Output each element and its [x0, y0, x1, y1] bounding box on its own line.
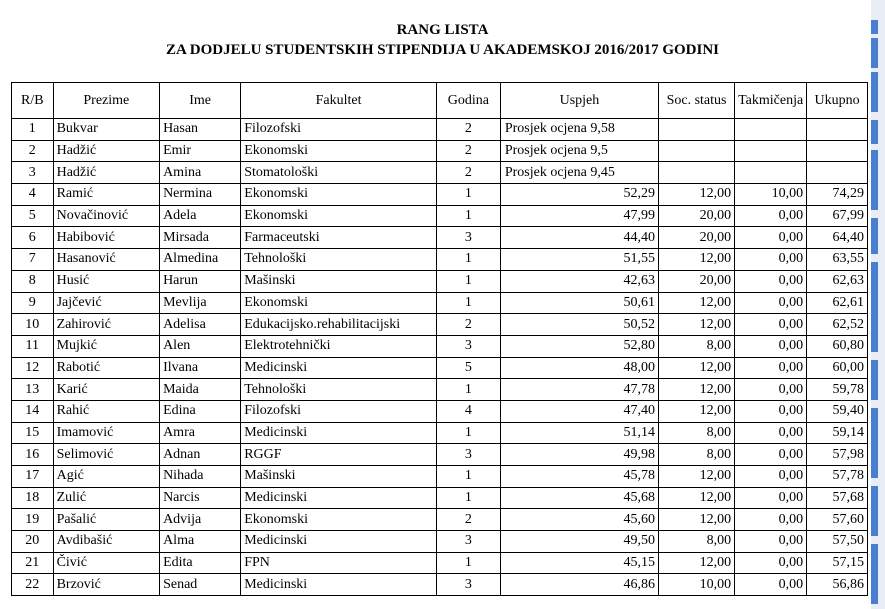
cell-prezime: Jajčević: [53, 292, 159, 314]
cell-ukupno: 63,55: [807, 249, 868, 271]
cell-soc-status: 12,00: [659, 552, 735, 574]
cell-ime: Amina: [160, 162, 241, 184]
cell-fakultet: Ekonomski: [241, 184, 437, 206]
col-header-ime: Ime: [160, 83, 241, 119]
cell-godina: 1: [436, 184, 500, 206]
cell-ukupno: 74,29: [807, 184, 868, 206]
cell-soc-status: 10,00: [659, 574, 735, 596]
cell-godina: 5: [436, 357, 500, 379]
cell-rb: 12: [12, 357, 54, 379]
cell-ime: Mirsada: [160, 227, 241, 249]
cell-ukupno: 64,40: [807, 227, 868, 249]
cell-soc-status: 12,00: [659, 314, 735, 336]
cell-uspjeh: 47,99: [500, 205, 658, 227]
cell-ukupno: 62,63: [807, 270, 868, 292]
cell-prezime: Brzović: [53, 574, 159, 596]
col-header-soc-status: Soc. status: [659, 83, 735, 119]
cell-uspjeh: 46,86: [500, 574, 658, 596]
cell-rb: 7: [12, 249, 54, 271]
cell-soc-status: 12,00: [659, 509, 735, 531]
cell-uspjeh: Prosjek ocjena 9,45: [500, 162, 658, 184]
cell-soc-status: 12,00: [659, 400, 735, 422]
scroll-mark: [871, 72, 878, 112]
cell-rb: 19: [12, 509, 54, 531]
cell-prezime: Ramić: [53, 184, 159, 206]
cell-ime: Edina: [160, 400, 241, 422]
cell-fakultet: FPN: [241, 552, 437, 574]
cell-prezime: Čivić: [53, 552, 159, 574]
table-row: [12, 357, 868, 379]
cell-ukupno: 57,60: [807, 509, 868, 531]
table-row: [12, 552, 868, 574]
cell-prezime: Hadžić: [53, 140, 159, 162]
cell-takmicenja: 0,00: [735, 335, 807, 357]
cell-ukupno: 60,80: [807, 335, 868, 357]
cell-ime: Senad: [160, 574, 241, 596]
cell-fakultet: Ekonomski: [241, 205, 437, 227]
cell-fakultet: Medicinski: [241, 487, 437, 509]
cell-fakultet: Stomatološki: [241, 162, 437, 184]
cell-fakultet: Tehnološki: [241, 379, 437, 401]
cell-fakultet: Elektrotehnički: [241, 335, 437, 357]
cell-godina: 1: [436, 422, 500, 444]
cell-ime: Emir: [160, 140, 241, 162]
cell-ukupno: [807, 140, 868, 162]
cell-godina: 3: [436, 444, 500, 466]
document-title: [0, 20, 885, 60]
cell-godina: 1: [436, 205, 500, 227]
cell-rb: 2: [12, 140, 54, 162]
table-row: [12, 162, 868, 184]
cell-prezime: Habibović: [53, 227, 159, 249]
cell-takmicenja: 0,00: [735, 292, 807, 314]
cell-godina: 1: [436, 292, 500, 314]
cell-rb: 4: [12, 184, 54, 206]
cell-ukupno: 57,50: [807, 531, 868, 553]
cell-rb: 14: [12, 400, 54, 422]
cell-rb: 5: [12, 205, 54, 227]
cell-takmicenja: 0,00: [735, 509, 807, 531]
cell-takmicenja: 0,00: [735, 531, 807, 553]
cell-prezime: Rahić: [53, 400, 159, 422]
cell-prezime: Husić: [53, 270, 159, 292]
cell-takmicenja: 0,00: [735, 574, 807, 596]
scroll-mark: [871, 544, 878, 604]
cell-fakultet: Filozofski: [241, 400, 437, 422]
cell-prezime: Zulić: [53, 487, 159, 509]
cell-rb: 18: [12, 487, 54, 509]
cell-ime: Nermina: [160, 184, 241, 206]
cell-uspjeh: 47,40: [500, 400, 658, 422]
cell-rb: 11: [12, 335, 54, 357]
table-row: [12, 205, 868, 227]
col-header-godina: Godina: [436, 83, 500, 119]
scroll-mark: [871, 38, 878, 68]
cell-soc-status: [659, 162, 735, 184]
cell-uspjeh: 49,50: [500, 531, 658, 553]
scroll-mark: [871, 408, 878, 478]
cell-ime: Narcis: [160, 487, 241, 509]
cell-takmicenja: 0,00: [735, 379, 807, 401]
cell-ime: Adelisa: [160, 314, 241, 336]
cell-godina: 1: [436, 379, 500, 401]
cell-ime: Mevlija: [160, 292, 241, 314]
cell-rb: 8: [12, 270, 54, 292]
cell-godina: 2: [436, 314, 500, 336]
cell-rb: 15: [12, 422, 54, 444]
cell-prezime: Avdibašić: [53, 531, 159, 553]
cell-ukupno: 60,00: [807, 357, 868, 379]
cell-fakultet: Medicinski: [241, 574, 437, 596]
cell-fakultet: Ekonomski: [241, 292, 437, 314]
cell-soc-status: 12,00: [659, 379, 735, 401]
cell-prezime: Imamović: [53, 422, 159, 444]
cell-rb: 20: [12, 531, 54, 553]
cell-soc-status: 12,00: [659, 357, 735, 379]
table-row: [12, 466, 868, 488]
cell-fakultet: Mašinski: [241, 270, 437, 292]
col-header-fakultet: Fakultet: [241, 83, 437, 119]
cell-prezime: Hasanović: [53, 249, 159, 271]
cell-uspjeh: 47,78: [500, 379, 658, 401]
table-row: [12, 140, 868, 162]
right-scroll-strip[interactable]: [871, 0, 885, 609]
cell-ime: Edita: [160, 552, 241, 574]
scroll-mark: [871, 20, 878, 34]
scroll-mark: [871, 360, 878, 400]
scroll-mark: [871, 486, 878, 536]
cell-rb: 9: [12, 292, 54, 314]
scroll-mark: [871, 120, 878, 144]
cell-takmicenja: 0,00: [735, 422, 807, 444]
cell-ime: Adela: [160, 205, 241, 227]
cell-soc-status: 8,00: [659, 335, 735, 357]
cell-fakultet: Tehnološki: [241, 249, 437, 271]
table-row: [12, 487, 868, 509]
cell-godina: 3: [436, 574, 500, 596]
cell-uspjeh: 44,40: [500, 227, 658, 249]
table-row: [12, 574, 868, 596]
cell-godina: 1: [436, 466, 500, 488]
cell-soc-status: 12,00: [659, 466, 735, 488]
cell-prezime: Rabotić: [53, 357, 159, 379]
cell-godina: 1: [436, 270, 500, 292]
table-row: [12, 292, 868, 314]
cell-soc-status: 12,00: [659, 487, 735, 509]
cell-prezime: Hadžić: [53, 162, 159, 184]
cell-takmicenja: 0,00: [735, 444, 807, 466]
cell-fakultet: Mašinski: [241, 466, 437, 488]
table-row: [12, 335, 868, 357]
cell-takmicenja: 0,00: [735, 487, 807, 509]
table-row: [12, 531, 868, 553]
table-row: [12, 249, 868, 271]
cell-godina: 2: [436, 162, 500, 184]
col-header-ukupno: Ukupno: [807, 83, 868, 119]
scroll-mark: [871, 262, 878, 352]
cell-rb: 21: [12, 552, 54, 574]
cell-ukupno: 59,14: [807, 422, 868, 444]
cell-ukupno: [807, 119, 868, 141]
cell-fakultet: Filozofski: [241, 119, 437, 141]
cell-uspjeh: 45,78: [500, 466, 658, 488]
cell-soc-status: 20,00: [659, 270, 735, 292]
cell-ukupno: 67,99: [807, 205, 868, 227]
cell-takmicenja: 0,00: [735, 227, 807, 249]
cell-fakultet: RGGF: [241, 444, 437, 466]
cell-uspjeh: 49,98: [500, 444, 658, 466]
cell-fakultet: Ekonomski: [241, 509, 437, 531]
cell-ukupno: 57,98: [807, 444, 868, 466]
cell-uspjeh: 42,63: [500, 270, 658, 292]
cell-rb: 6: [12, 227, 54, 249]
col-header-prezime: Prezime: [53, 83, 159, 119]
cell-soc-status: 8,00: [659, 444, 735, 466]
cell-godina: 2: [436, 509, 500, 531]
cell-takmicenja: [735, 162, 807, 184]
ranking-table: [11, 82, 868, 596]
cell-uspjeh: 50,52: [500, 314, 658, 336]
cell-takmicenja: 0,00: [735, 552, 807, 574]
cell-fakultet: Medicinski: [241, 422, 437, 444]
table-row: [12, 119, 868, 141]
cell-prezime: Zahirović: [53, 314, 159, 336]
cell-uspjeh: 45,68: [500, 487, 658, 509]
cell-godina: 1: [436, 487, 500, 509]
cell-takmicenja: 0,00: [735, 249, 807, 271]
cell-soc-status: 20,00: [659, 205, 735, 227]
cell-fakultet: Ekonomski: [241, 140, 437, 162]
cell-ime: Ilvana: [160, 357, 241, 379]
table-body: [12, 119, 868, 596]
cell-uspjeh: 52,29: [500, 184, 658, 206]
title-line-1: RANG LISTA: [396, 22, 489, 38]
cell-ukupno: 59,40: [807, 400, 868, 422]
col-header-takmicenja: Takmičenja: [735, 83, 807, 119]
cell-soc-status: 12,00: [659, 249, 735, 271]
cell-uspjeh: 50,61: [500, 292, 658, 314]
cell-rb: 17: [12, 466, 54, 488]
cell-soc-status: [659, 119, 735, 141]
table-row: [12, 509, 868, 531]
cell-prezime: Karić: [53, 379, 159, 401]
cell-rb: 1: [12, 119, 54, 141]
cell-fakultet: Farmaceutski: [241, 227, 437, 249]
cell-uspjeh: 45,15: [500, 552, 658, 574]
cell-uspjeh: 45,60: [500, 509, 658, 531]
cell-godina: 1: [436, 249, 500, 271]
cell-godina: 1: [436, 552, 500, 574]
cell-ime: Adnan: [160, 444, 241, 466]
cell-soc-status: 12,00: [659, 184, 735, 206]
cell-ime: Advija: [160, 509, 241, 531]
cell-uspjeh: 51,55: [500, 249, 658, 271]
cell-godina: 3: [436, 531, 500, 553]
cell-fakultet: Edukacijsko.rehabilitacijski: [241, 314, 437, 336]
cell-rb: 22: [12, 574, 54, 596]
cell-soc-status: [659, 140, 735, 162]
cell-takmicenja: [735, 119, 807, 141]
cell-ime: Almedina: [160, 249, 241, 271]
cell-ime: Amra: [160, 422, 241, 444]
cell-takmicenja: 0,00: [735, 466, 807, 488]
cell-ukupno: 57,78: [807, 466, 868, 488]
cell-takmicenja: 10,00: [735, 184, 807, 206]
cell-godina: 3: [436, 227, 500, 249]
cell-rb: 10: [12, 314, 54, 336]
scroll-mark: [871, 218, 878, 254]
cell-ime: Hasan: [160, 119, 241, 141]
cell-godina: 3: [436, 335, 500, 357]
cell-ime: Alen: [160, 335, 241, 357]
table-row: [12, 422, 868, 444]
cell-rb: 13: [12, 379, 54, 401]
cell-uspjeh: 51,14: [500, 422, 658, 444]
cell-uspjeh: 48,00: [500, 357, 658, 379]
cell-ime: Maida: [160, 379, 241, 401]
cell-prezime: Bukvar: [53, 119, 159, 141]
cell-takmicenja: [735, 140, 807, 162]
cell-soc-status: 12,00: [659, 292, 735, 314]
cell-ukupno: 59,78: [807, 379, 868, 401]
table-header-row: [12, 83, 868, 119]
table-row: [12, 184, 868, 206]
cell-takmicenja: 0,00: [735, 270, 807, 292]
cell-takmicenja: 0,00: [735, 400, 807, 422]
cell-takmicenja: 0,00: [735, 205, 807, 227]
cell-soc-status: 8,00: [659, 422, 735, 444]
cell-ukupno: 57,68: [807, 487, 868, 509]
table-row: [12, 314, 868, 336]
cell-godina: 2: [436, 119, 500, 141]
cell-uspjeh: Prosjek ocjena 9,58: [500, 119, 658, 141]
cell-prezime: Agić: [53, 466, 159, 488]
cell-prezime: Novačinović: [53, 205, 159, 227]
cell-fakultet: Medicinski: [241, 357, 437, 379]
cell-ukupno: 62,52: [807, 314, 868, 336]
cell-prezime: Selimović: [53, 444, 159, 466]
cell-takmicenja: 0,00: [735, 314, 807, 336]
cell-ukupno: [807, 162, 868, 184]
cell-prezime: Pašalić: [53, 509, 159, 531]
cell-uspjeh: 52,80: [500, 335, 658, 357]
table-row: [12, 227, 868, 249]
col-header-rb: R/B: [12, 83, 54, 119]
cell-soc-status: 8,00: [659, 531, 735, 553]
cell-soc-status: 20,00: [659, 227, 735, 249]
cell-fakultet: Medicinski: [241, 531, 437, 553]
cell-rb: 3: [12, 162, 54, 184]
cell-ime: Harun: [160, 270, 241, 292]
cell-rb: 16: [12, 444, 54, 466]
cell-ime: Nihada: [160, 466, 241, 488]
cell-takmicenja: 0,00: [735, 357, 807, 379]
table-row: [12, 270, 868, 292]
cell-ukupno: 57,15: [807, 552, 868, 574]
cell-godina: 2: [436, 140, 500, 162]
cell-ukupno: 62,61: [807, 292, 868, 314]
cell-ime: Alma: [160, 531, 241, 553]
table-row: [12, 400, 868, 422]
scroll-mark: [871, 150, 878, 210]
col-header-uspjeh: Uspjeh: [500, 83, 658, 119]
table-row: [12, 379, 868, 401]
cell-ukupno: 56,86: [807, 574, 868, 596]
cell-prezime: Mujkić: [53, 335, 159, 357]
cell-uspjeh: Prosjek ocjena 9,5: [500, 140, 658, 162]
table-row: [12, 444, 868, 466]
title-line-2: ZA DODJELU STUDENTSKIH STIPENDIJA U AKADEMSKOJ 2016/2017 GODINI: [165, 42, 719, 58]
cell-godina: 4: [436, 400, 500, 422]
